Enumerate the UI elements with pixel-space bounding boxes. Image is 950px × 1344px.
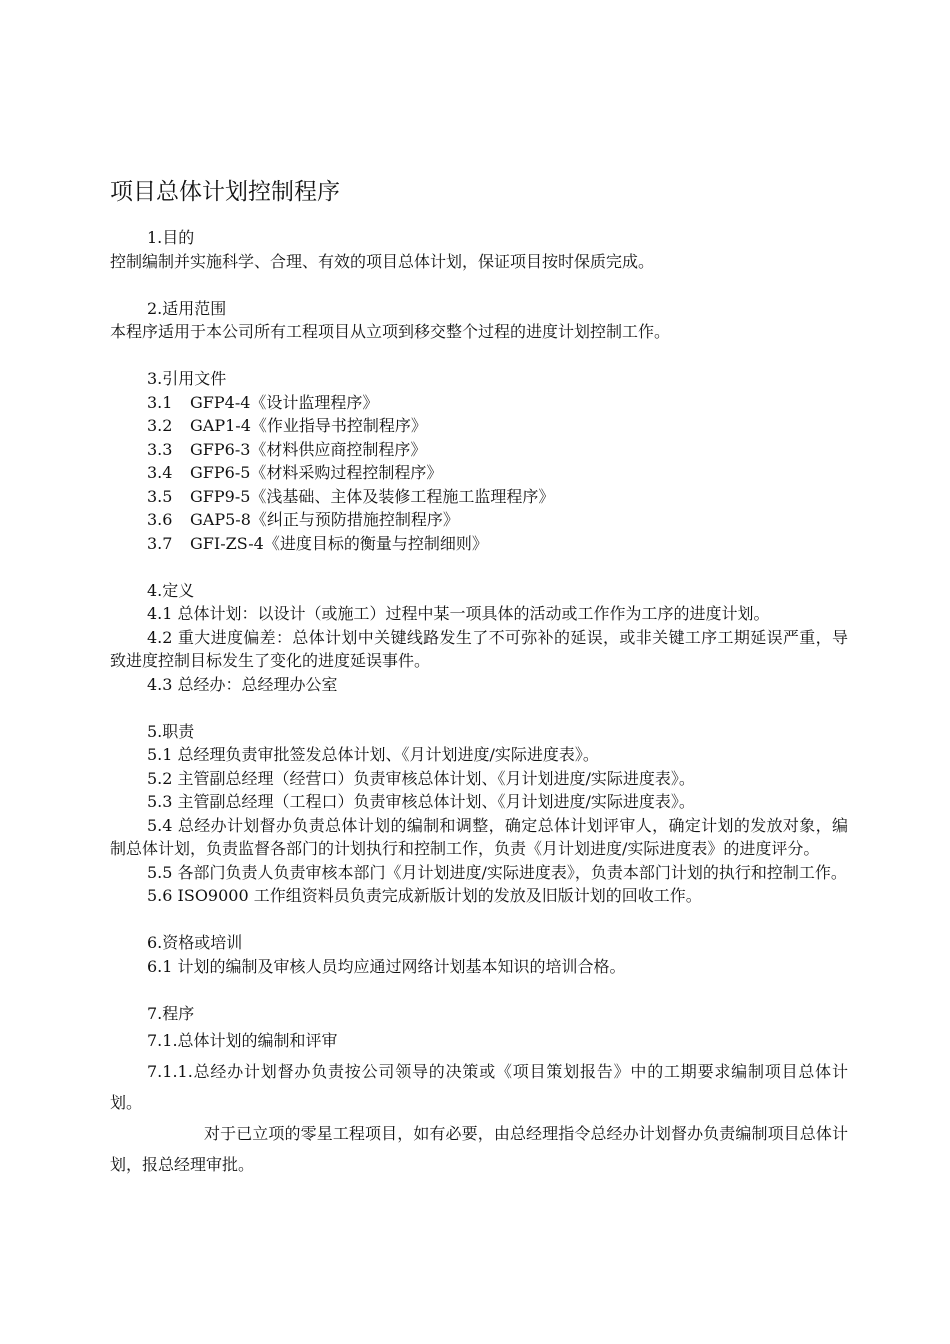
- reference-item: 3.7 GFI-ZS-4《进度目标的衡量与控制细则》: [147, 533, 488, 553]
- reference-item: 3.3 GFP6-3《材料供应商控制程序》: [147, 439, 427, 459]
- procedure-paragraph: 7.1.1.总经办计划督办负责按公司领导的决策或《项目策划报告》中的工期要求编制项目总体计划。: [110, 1062, 848, 1112]
- reference-item: 3.6 GAP5-8《纠正与预防措施控制程序》: [147, 510, 459, 529]
- section-heading-scope: 2.适用范围: [147, 298, 227, 318]
- qualification-item: 6.1 计划的编制及审核人员均应通过网络计划基本知识的培训合格。: [147, 956, 626, 976]
- procedure-paragraph: 对于已立项的零星工程项目，如有必要，由总经理指令总经办计划督办负责编制项目总体计划，报总经理审批。: [110, 1124, 848, 1174]
- definition-item: 4.2 重大进度偏差：总体计划中关键线路发生了不可弥补的延误，或非关键工序工期延误严重，导致进度控制目标发生了变化的进度延误事件。: [110, 627, 848, 670]
- reference-item: 3.2 GAP1-4《作业指导书控制程序》: [147, 416, 427, 435]
- responsibility-item: 5.6 ISO9000 工作组资料员负责完成新版计划的发放及旧版计划的回收工作。: [147, 886, 702, 905]
- responsibility-item: 5.1 总经理负责审批签发总体计划、《月计划进度/实际进度表》。: [147, 745, 599, 764]
- section-heading-procedure: 7.程序: [147, 1003, 195, 1023]
- section-heading-qualification: 6.资格或培训: [147, 933, 243, 952]
- responsibility-item: 5.4 总经办计划督办负责总体计划的编制和调整，确定总体计划评审人，确定计划的发放对象，编制总体计划，负责监督各部门的计划执行和控制工作，负责《月计划进度/实际进度表》的进度评分。: [110, 815, 848, 858]
- document-body: [110, 226, 848, 1180]
- procedure-subheading: 7.1.总体计划的编制和评审: [147, 1031, 338, 1050]
- responsibility-item: 5.2 主管副总经理（经营口）负责审核总体计划、《月计划进度/实际进度表》。: [147, 768, 695, 788]
- section-heading-references: 3.引用文件: [147, 369, 227, 388]
- reference-item: 3.5 GFP9-5《浅基础、主体及装修工程施工监理程序》: [147, 486, 555, 506]
- definition-item: 4.1 总体计划：以设计（或施工）过程中某一项具体的活动或工作作为工序的进度计划。: [147, 604, 770, 623]
- reference-item: 3.1 GFP4-4《设计监理程序》: [147, 392, 379, 412]
- section-text-purpose: 控制编制并实施科学、合理、有效的项目总体计划，保证项目按时保质完成。: [110, 251, 655, 271]
- section-heading-responsibilities: 5.职责: [147, 721, 195, 741]
- document-title: 项目总体计划控制程序: [110, 179, 340, 205]
- responsibility-item: 5.5 各部门负责人负责审核本部门《月计划进度/实际进度表》，负责本部门计划的执行和控制工作。: [147, 862, 847, 882]
- responsibility-item: 5.3 主管副总经理（工程口）负责审核总体计划、《月计划进度/实际进度表》。: [147, 792, 695, 811]
- reference-item: 3.4 GFP6-5《材料采购过程控制程序》: [147, 463, 443, 482]
- section-heading-definitions: 4.定义: [147, 580, 195, 600]
- section-heading-purpose: 1.目的: [147, 228, 195, 247]
- section-text-scope: 本程序适用于本公司所有工程项目从立项到移交整个过程的进度计划控制工作。: [110, 322, 671, 341]
- definition-item: 4.3 总经办：总经理办公室: [147, 674, 338, 694]
